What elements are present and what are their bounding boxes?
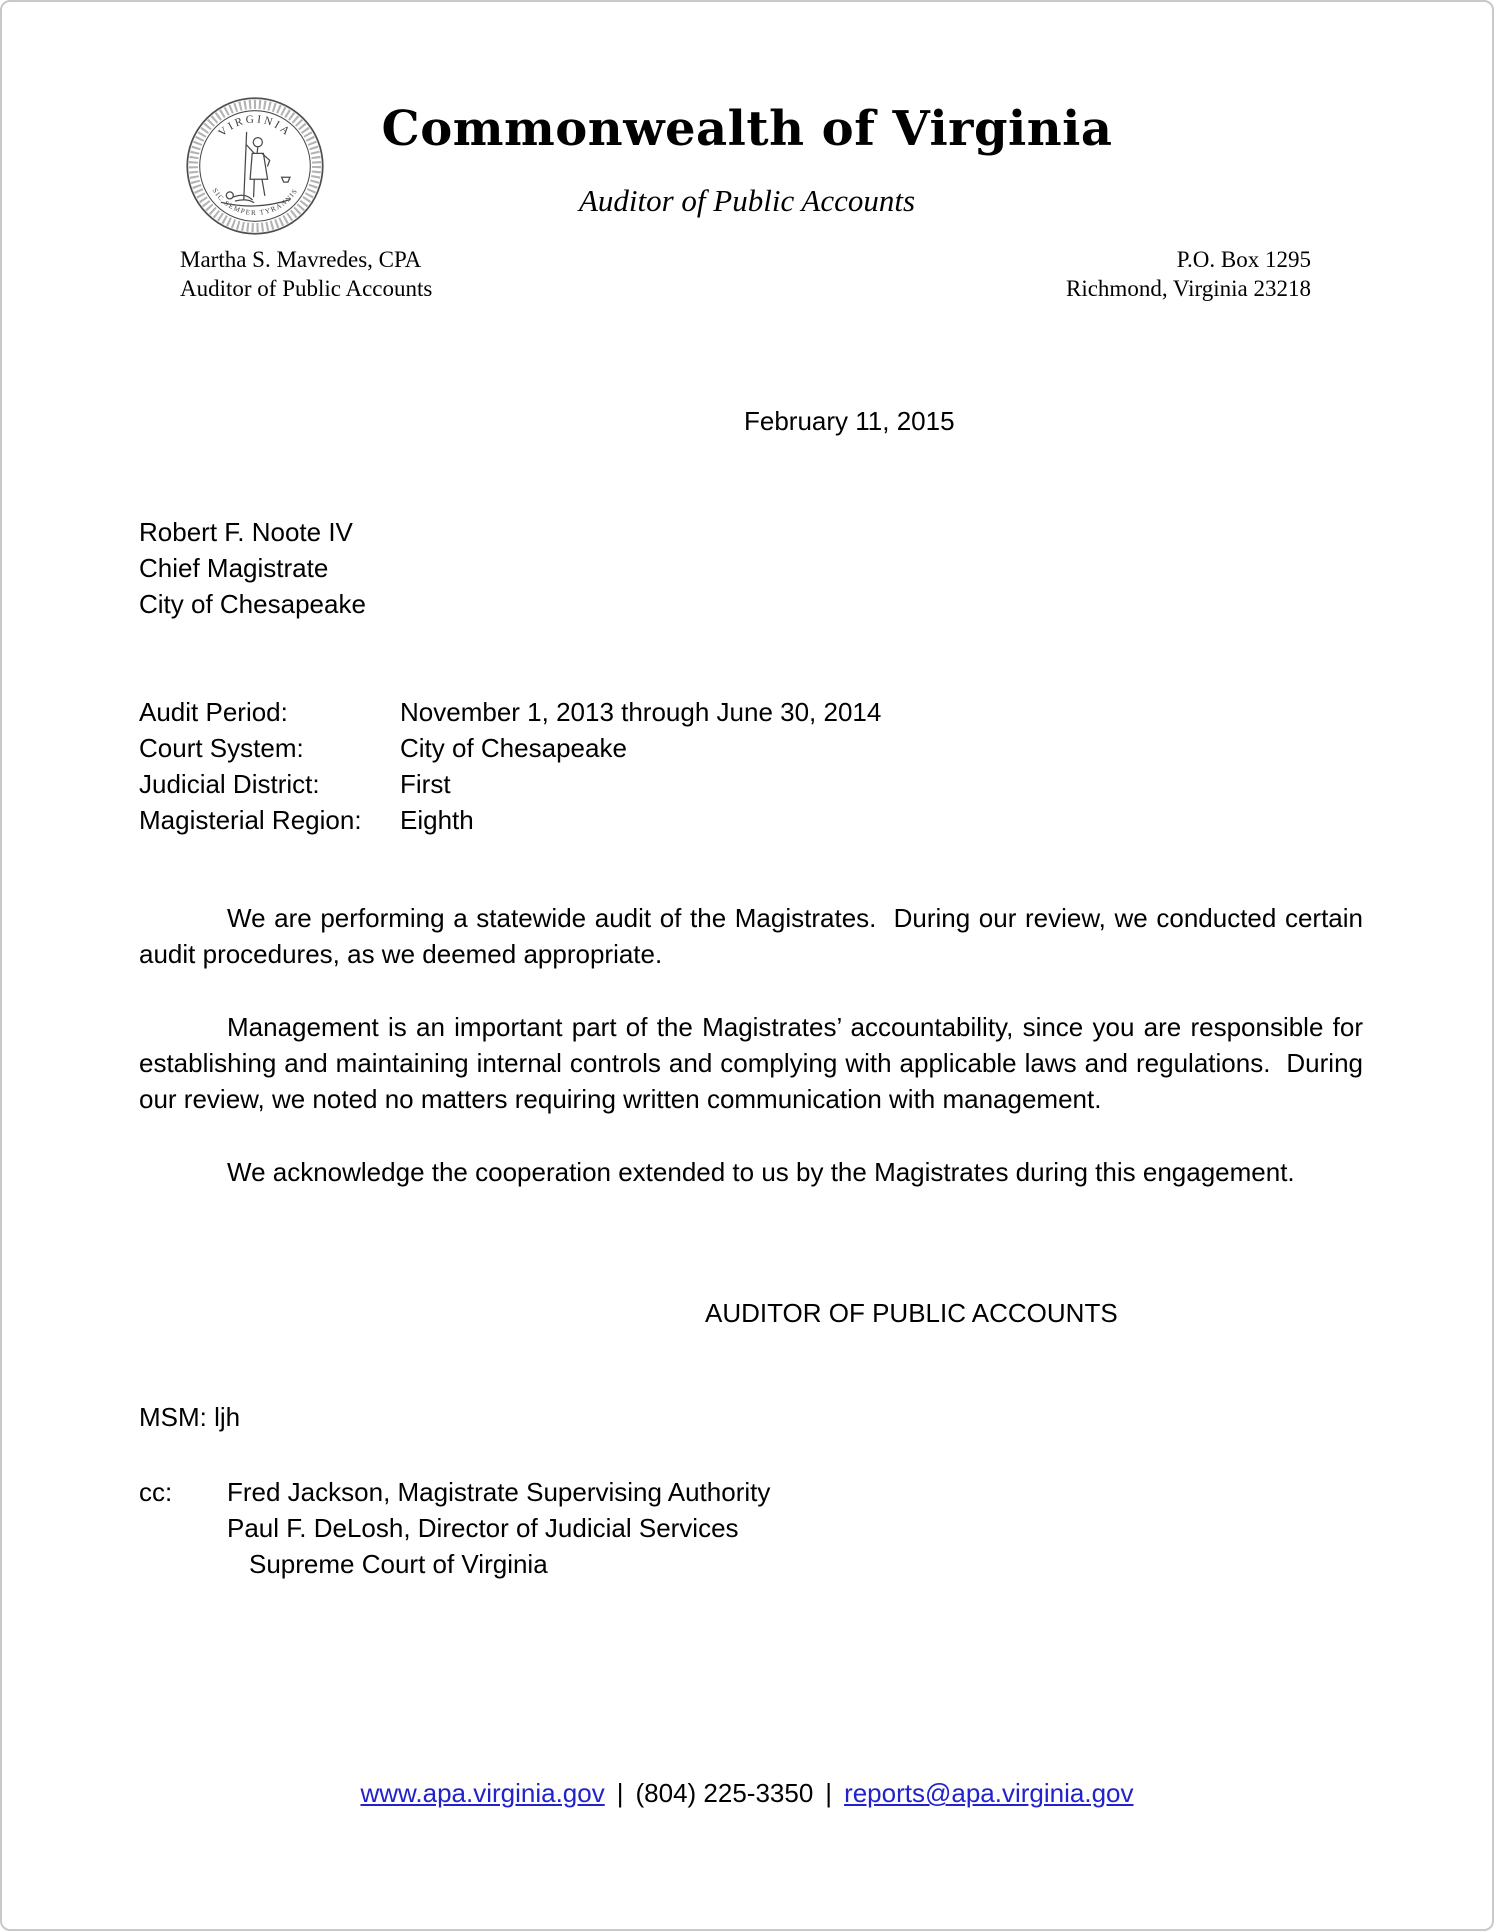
court-system-value: City of Chesapeake (400, 733, 627, 763)
audit-period-value: November 1, 2013 through June 30, 2014 (400, 697, 882, 727)
cc-line: Fred Jackson, Magistrate Supervising Authority (227, 1477, 771, 1507)
auditor-name: Martha S. Mavredes, CPA (180, 247, 422, 272)
recipient-title: Chief Magistrate (139, 553, 329, 583)
judicial-district-label: Judicial District: (139, 769, 320, 799)
recipient-name: Robert F. Noote IV (139, 517, 353, 547)
audit-info-block (139, 694, 881, 838)
typist-initials: MSM: ljh (139, 1402, 241, 1432)
seal-top-text: VIRGINIA (216, 113, 294, 140)
letter-body (139, 900, 1371, 1227)
footer-contact (2, 1778, 1492, 1809)
footer-separator: | (825, 1778, 833, 1808)
phone-number: (804) 225-3350 (635, 1778, 814, 1808)
cc-list (227, 1474, 770, 1582)
letterhead-auditor-block (180, 245, 432, 303)
audit-info-row (139, 694, 881, 730)
letter-date: February 11, 2015 (744, 406, 955, 436)
magisterial-region-value: Eighth (400, 805, 474, 835)
audit-info-row (139, 766, 881, 802)
city-state-zip: Richmond, Virginia 23218 (1065, 276, 1311, 301)
seal-bottom-text: SIC SEMPER TYRANNIS (210, 186, 300, 218)
letterhead-title: Commonwealth of Virginia (381, 101, 1113, 157)
body-paragraph-2: Management is an important part of the Magistrates’ accountability, since you are responsible for establishing and maintaining internal controls and complying with applicable laws and regulations. During our review, we noted no matters requiring written communication with management. (139, 1012, 1371, 1114)
cc-line: Paul F. DeLosh, Director of Judicial Services (227, 1513, 739, 1543)
email-link[interactable]: reports@apa.virginia.gov (844, 1778, 1134, 1808)
letterhead-address-block (1066, 245, 1311, 303)
recipient-location: City of Chesapeake (139, 589, 366, 619)
judicial-district-value: First (400, 769, 451, 799)
audit-info-row (139, 730, 881, 766)
po-box: P.O. Box 1295 (1176, 247, 1311, 272)
website-link[interactable]: www.apa.virginia.gov (360, 1778, 605, 1808)
auditor-title: Auditor of Public Accounts (180, 276, 433, 301)
footer-separator: | (616, 1778, 624, 1808)
audit-period-label: Audit Period: (139, 697, 288, 727)
cc-block (139, 1474, 770, 1582)
recipient-block (139, 514, 366, 622)
signature-line: AUDITOR OF PUBLIC ACCOUNTS (705, 1298, 1118, 1328)
magisterial-region-label: Magisterial Region: (139, 805, 362, 835)
audit-info-row (139, 802, 881, 838)
body-paragraph-3: We acknowledge the cooperation extended to us by the Magistrates during this engagement. (227, 1157, 1295, 1187)
body-paragraph-1: We are performing a statewide audit of the Magistrates. During our review, we conducted certain audit procedures, as we deemed appropriate. (139, 903, 1371, 969)
court-system-label: Court System: (139, 733, 304, 763)
cc-line: Supreme Court of Virginia (249, 1549, 548, 1579)
cc-label: cc: (139, 1477, 173, 1507)
letterhead-subtitle: Auditor of Public Accounts (578, 183, 916, 218)
